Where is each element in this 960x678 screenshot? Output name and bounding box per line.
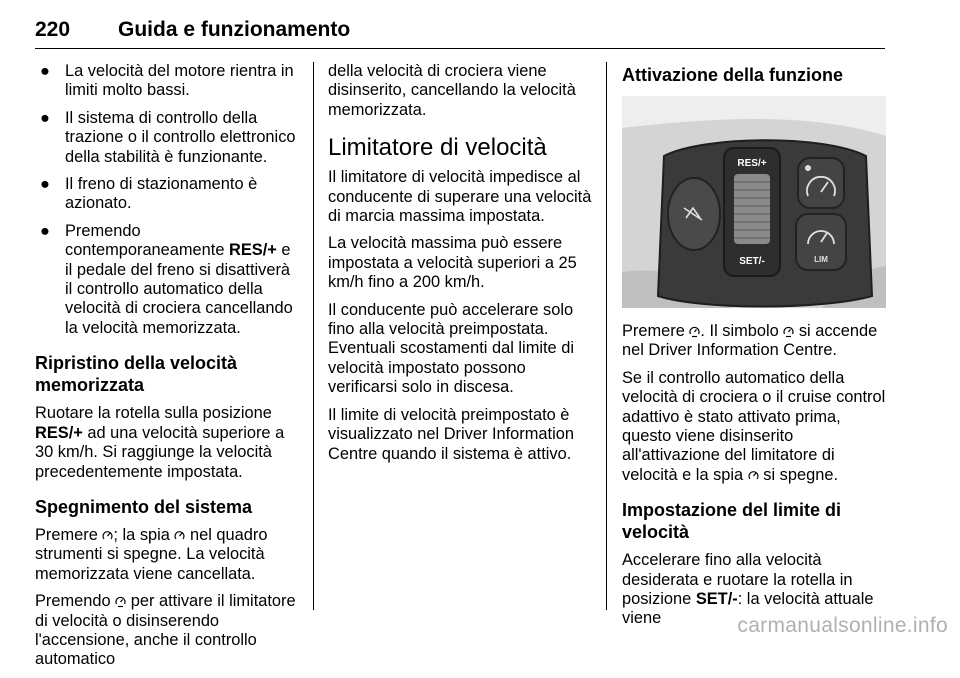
section-heading-attivazione: Attivazione della funzione — [622, 65, 844, 85]
column-middle — [328, 62, 592, 472]
paragraph: Il limite di velocità preimpostato è visualizzato nel Driver Information Centre quando il sistema è attivo. — [328, 405, 574, 463]
steering-wheel-controls-illustration — [622, 96, 886, 308]
set-label: SET/- — [739, 256, 765, 267]
bullet-icon: ● — [40, 108, 50, 127]
speed-limiter-icon — [689, 325, 700, 338]
paragraph: Se il controllo automatico della velocità di crociera o il cruise control adattivo è stato attivato prima, questo viene disinserito all'attivazione del limitatore di velocità e la spia si spegne. — [622, 368, 886, 484]
list-item: ● Premendo contemporaneamente RES/+ e il pedale del freno si disattiverà il controllo automatico della velocità di crociera cancellando la velocità memorizzata. — [40, 221, 293, 337]
page-number: 220 — [35, 18, 71, 41]
bullet-icon: ● — [40, 62, 50, 80]
condition-list — [35, 62, 299, 338]
section-heading-ripristino: Ripristino della velocità memorizzata — [35, 353, 238, 396]
list-item: ● La velocità del motore rientra in limiti molto bassi. — [40, 62, 294, 100]
cruise-control-icon — [102, 529, 113, 542]
paragraph: La velocità massima può essere impostata a velocità superiori a 25 km/h fino a 200 km/h. — [328, 234, 577, 292]
paragraph: Il limitatore di velocità impedisce al conducente di superare una velocità di marcia massima impostata. — [328, 168, 592, 226]
column-divider — [313, 62, 314, 610]
speed-limiter-icon — [783, 325, 794, 338]
paragraph: Il conducente può accelerare solo fino alla velocità preimpostata. Eventuali scostamenti dal limite di velocità impostato possono verificarsi solo in discesa. — [328, 300, 574, 397]
header-rule — [35, 48, 885, 49]
column-right — [622, 62, 886, 637]
page-header — [35, 6, 885, 46]
list-item: ● Il freno di stazionamento è azionato. — [40, 175, 258, 213]
column-divider — [606, 62, 607, 610]
paragraph: Ruotare la rotella sulla posizione RES/+ ad una velocità superiore a 30 km/h. Si raggiunge la velocità precedentemente impostata. — [35, 404, 285, 481]
list-item: ● Il sistema di controllo della trazione o il controllo elettronico della stabilità è funzionante. — [40, 108, 296, 166]
lim-label: LIM — [814, 255, 828, 264]
bullet-icon: ● — [40, 175, 50, 194]
cruise-control-icon — [748, 469, 759, 482]
paragraph: Premendo per attivare il limitatore di velocità o disinserendo l'accensione, anche il controllo automatico — [35, 592, 296, 669]
paragraph: Premere ; la spia nel quadro strumenti si spegne. La velocità memorizzata viene cancellata. — [35, 525, 268, 583]
page-heading: Guida e funzionamento — [118, 18, 351, 41]
res-label: RES/+ — [737, 158, 767, 169]
column-left — [35, 62, 299, 678]
speed-limiter-icon — [115, 595, 126, 608]
paragraph: Premere . Il simbolo si accende nel Driver Information Centre. — [622, 322, 878, 360]
section-heading-impostazione: Impostazione del limite di velocità — [622, 500, 842, 543]
section-heading-spegnimento: Spegnimento del sistema — [35, 496, 253, 517]
bullet-icon: ● — [40, 221, 50, 240]
paragraph: Accelerare fino alla velocità desiderata e ruotare la rotella in posizione SET/-: la velocità attuale viene — [622, 551, 874, 628]
watermark: carmanualsonline.info — [737, 614, 948, 637]
cruise-control-icon — [174, 529, 185, 542]
paragraph: della velocità di crociera viene disinserito, cancellando la velocità memorizzata. — [328, 62, 576, 119]
section-heading-limitatore: Limitatore di velocità — [328, 134, 547, 162]
